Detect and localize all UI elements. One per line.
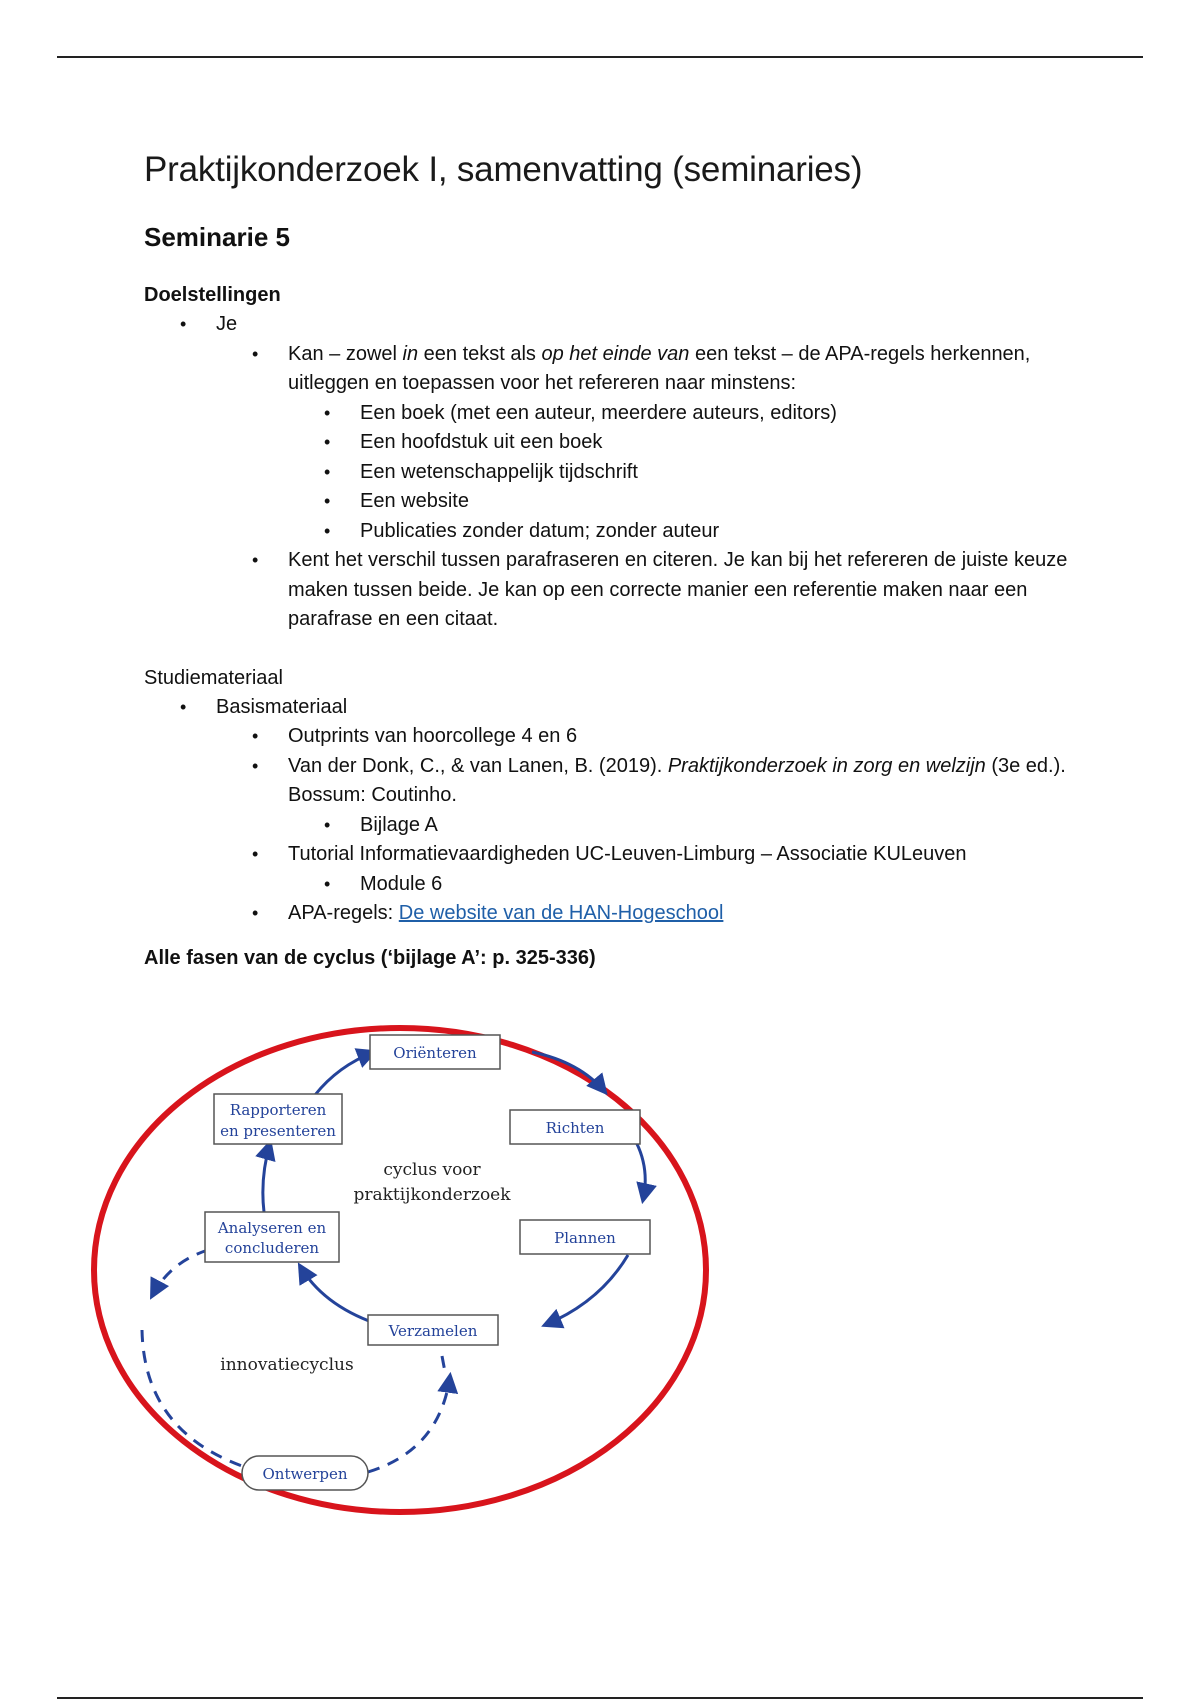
han-website-link[interactable]: De website van de HAN-Hogeschool bbox=[398, 902, 724, 924]
arrow-analyseren-innovatie bbox=[152, 1250, 208, 1296]
box-plannen bbox=[520, 1220, 650, 1254]
research-cycle-diagram bbox=[90, 1010, 810, 1560]
page-title: Praktijkonderzoek I, samenvatting (seminaries) bbox=[144, 150, 863, 189]
study-list bbox=[144, 693, 1084, 929]
goals-sublist bbox=[144, 340, 1084, 635]
study-item-apa: • APA-regels: De website van de HAN-Hogeschool bbox=[144, 899, 1084, 929]
study-item-tutorial: • Tutorial Informatievaardigheden UC-Leuven-Limburg – Associatie KULeuven • Module 6 bbox=[144, 840, 1084, 899]
box-rapporteren bbox=[214, 1094, 342, 1144]
seminar-heading: Seminarie 5 bbox=[144, 222, 290, 252]
svg-text:Richten: Richten bbox=[545, 1119, 605, 1137]
study-item-book: • Van der Donk, C., & van Lanen, B. (2019). Praktijkonderzoek in zorg en welzijn (3e ed.). Bossum: Coutinho. • Bijlage A bbox=[144, 752, 1084, 841]
innovatie-label: innovatiecyclus bbox=[220, 1355, 354, 1375]
cycle-center-label-2: praktijkonderzoek bbox=[353, 1185, 511, 1205]
highlight-ellipse bbox=[94, 1028, 706, 1512]
svg-text:concluderen: concluderen bbox=[224, 1239, 320, 1257]
goals-list bbox=[144, 310, 1084, 635]
box-ontwerpen bbox=[242, 1456, 368, 1490]
arrow-ontwerpen-verzamelen bbox=[368, 1376, 450, 1472]
goals-intro: Je bbox=[216, 313, 238, 335]
list-item: • Publicaties zonder datum; zonder auteur bbox=[144, 517, 1084, 547]
list-item: • Een hoofdstuk uit een boek bbox=[144, 428, 1084, 458]
document-body bbox=[144, 140, 1084, 973]
arrow-richten-plannen bbox=[635, 1140, 645, 1200]
arrow-verzamelen-down bbox=[442, 1356, 445, 1372]
goal-item-apa bbox=[144, 340, 1084, 547]
box-orienteren bbox=[370, 1035, 500, 1069]
list-item: • Module 6 bbox=[144, 870, 1084, 900]
study-sublist bbox=[144, 722, 1084, 929]
svg-text:Plannen: Plannen bbox=[554, 1229, 616, 1247]
svg-text:Rapporteren: Rapporteren bbox=[229, 1101, 327, 1119]
list-item: • Een website bbox=[144, 487, 1084, 517]
goal-item-paraphrase: • Kent het verschil tussen parafraseren en citeren. Je kan bij het refereren de juiste keuze maken tussen beide. Je kan op een correcte manier een referentie maken naar een parafrase en een citaat. bbox=[144, 546, 1084, 635]
apa-sources-list bbox=[144, 399, 1084, 547]
list-item: • Een wetenschappelijk tijdschrift bbox=[144, 458, 1084, 488]
svg-text:Ontwerpen: Ontwerpen bbox=[262, 1465, 348, 1483]
goals-heading: Doelstellingen bbox=[144, 284, 281, 306]
study-group: Basismateriaal bbox=[216, 695, 348, 718]
arrow-plannen-verzamelen bbox=[545, 1255, 628, 1325]
arrow-rapporteren-orienteren bbox=[315, 1052, 374, 1095]
svg-text:Oriënteren: Oriënteren bbox=[393, 1044, 477, 1062]
cycle-heading: Alle fasen van de cyclus (‘bijlage A’: p. 325-336) bbox=[144, 946, 596, 969]
list-item: • Een boek (met een auteur, meerdere auteurs, editors) bbox=[144, 399, 1084, 429]
box-verzamelen bbox=[368, 1315, 498, 1345]
footer-rule bbox=[57, 1697, 1143, 1699]
study-group-item bbox=[144, 693, 1084, 929]
cycle-svg bbox=[90, 1010, 810, 1560]
goal-item-apa-text: • Kan – zowel in een tekst als op het einde van een tekst – de APA-regels herkennen, uitleggen en toepassen voor het refereren naar minstens: bbox=[288, 342, 1031, 394]
svg-text:en presenteren: en presenteren bbox=[220, 1122, 336, 1140]
box-richten bbox=[510, 1110, 640, 1144]
list-item: • Bijlage A bbox=[144, 811, 1084, 841]
study-heading: Studiemateriaal bbox=[144, 666, 283, 689]
header-rule bbox=[57, 56, 1143, 58]
svg-text:Verzamelen: Verzamelen bbox=[388, 1322, 478, 1340]
study-item-outprints: • Outprints van hoorcollege 4 en 6 bbox=[144, 722, 1084, 752]
cycle-center-label-1: cyclus voor bbox=[383, 1160, 481, 1180]
svg-text:Analyseren en: Analyseren en bbox=[217, 1219, 327, 1237]
box-analyseren bbox=[205, 1212, 339, 1262]
arrow-analyseren-rapporteren bbox=[263, 1143, 270, 1212]
goals-intro-item bbox=[144, 310, 1084, 635]
